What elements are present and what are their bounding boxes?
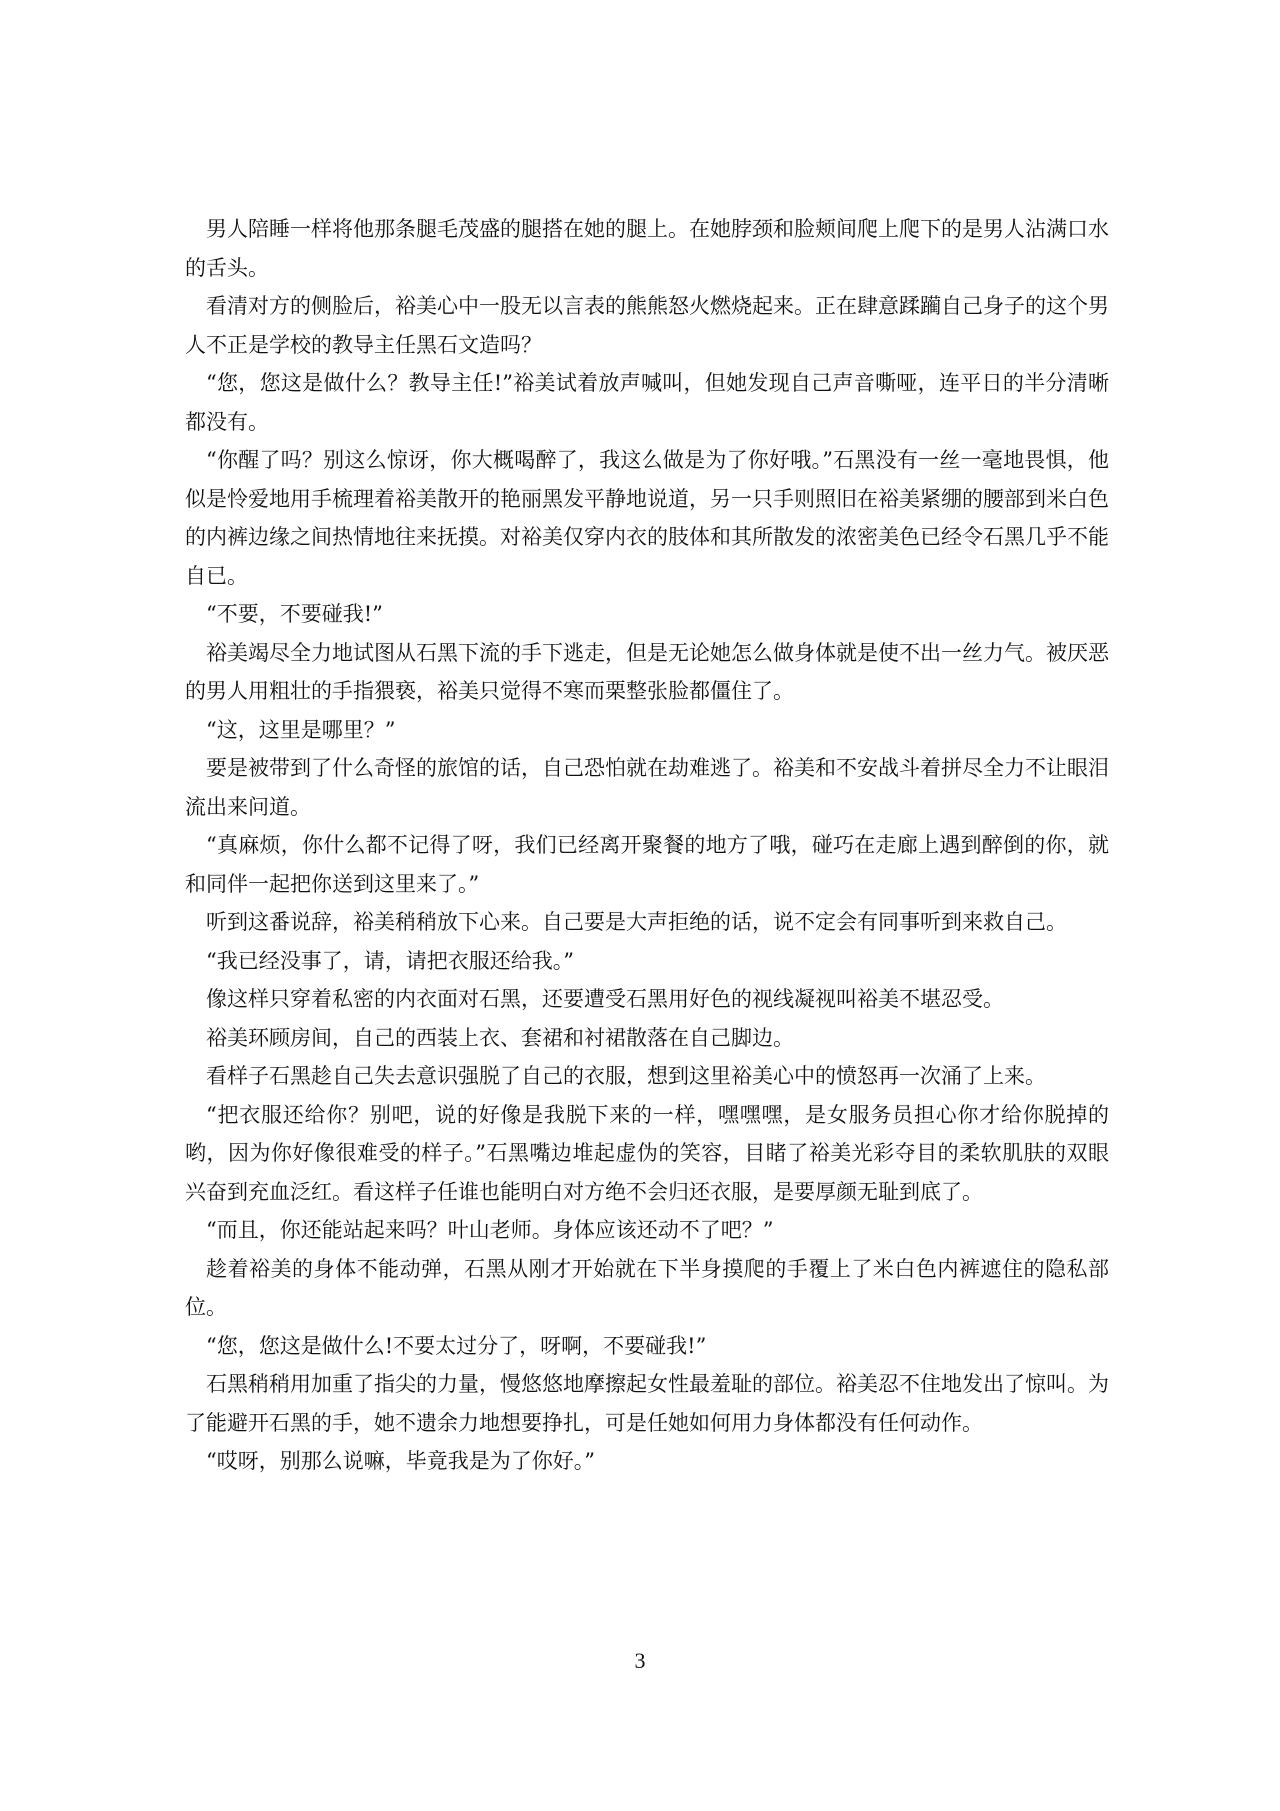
paragraph: “你醒了吗？别这么惊讶，你大概喝醉了，我这么做是为了你好哦。”石黑没有一丝一毫地畏惧，他似是怜爱地用手梳理着裕美散开的艳丽黑发平静地说道，另一只手则照旧在裕美紧绷的腰部到米白色的内裤边缘之间热情地往来抚摸。对裕美仅穿内衣的肢体和其所散发的浓密美色已经令石黑几乎不能自已。 <box>185 448 1109 588</box>
paragraph: 裕美环顾房间，自己的西装上衣、套裙和衬裙散落在自己脚边。 <box>206 1025 794 1050</box>
paragraph: “您，您这是做什么？教导主任!”裕美试着放声喊叫，但她发现自己声音嘶哑，连平日的半分清晰都没有。 <box>185 371 1109 434</box>
paragraph: 听到这番说辞，裕美稍稍放下心来。自己要是大声拒绝的话，说不定会有同事听到来救自己。 <box>206 910 1067 934</box>
paragraph: “您，您这是做什么!不要太过分了，呀啊，不要碰我!” <box>206 1333 707 1358</box>
paragraph: 男人陪睡一样将他那条腿毛茂盛的腿搭在她的腿上。在她脖颈和脸颊间爬上爬下的是男人沾满口水的舌头。 <box>185 217 1109 280</box>
paragraph: 石黑稍稍用加重了指尖的力量，慢悠悠地摩擦起女性最羞耻的部位。裕美忍不住地发出了惊叫。为了能避开石黑的手，她不遗余力地想要挣扎，可是任她如何用力身体都没有任何动作。 <box>185 1372 1109 1435</box>
page-number: 3 <box>634 1648 646 1673</box>
paragraph: 裕美竭尽全力地试图从石黑下流的手下逃走，但是无论她怎么做身体就是使不出一丝力气。被厌恶的男人用粗壮的手指猥亵，裕美只觉得不寒而栗整张脸都僵住了。 <box>185 640 1109 703</box>
paragraph: “不要，不要碰我!” <box>206 602 383 626</box>
paragraph: 看样子石黑趁自己失去意识强脱了自己的衣服，想到这里裕美心中的愤怒再一次涌了上来。 <box>206 1064 1046 1088</box>
body-text <box>185 210 1109 1481</box>
paragraph: “哎呀，别那么说嘛，毕竟我是为了你好。” <box>206 1449 595 1473</box>
paragraph: “把衣服还给你？别吧，说的好像是我脱下来的一样，嘿嘿嘿，是女服务员担心你才给你脱掉的哟，因为你好像很难受的样子。”石黑嘴边堆起虚伪的笑容，目睹了裕美光彩夺目的柔软肌肤的双眼兴奋到充血泛红。看这样子任谁也能明白对方绝不会归还衣服，是要厚颜无耻到底了。 <box>185 1102 1109 1204</box>
paragraph: “而且，你还能站起来吗？叶山老师。身体应该还动不了吧？” <box>206 1218 774 1242</box>
paragraph: “我已经没事了，请，请把衣服还给我。” <box>206 948 574 973</box>
paragraph: 看清对方的侧脸后，裕美心中一股无以言表的熊熊怒火燃烧起来。正在肆意蹂躏自己身子的这个男人不正是学校的教导主任黑石文造吗？ <box>185 294 1109 357</box>
paragraph: 像这样只穿着私密的内衣面对石黑，还要遭受石黑用好色的视线凝视叫裕美不堪忍受。 <box>206 987 1004 1011</box>
paragraph: 趁着裕美的身体不能动弹，石黑从刚才开始就在下半身摸爬的手覆上了米白色内裤遮住的隐私部位。 <box>185 1256 1109 1319</box>
paragraph: “这，这里是哪里？” <box>206 717 396 742</box>
paragraph: 要是被带到了什么奇怪的旅馆的话，自己恐怕就在劫难逃了。裕美和不安战斗着拼尽全力不让眼泪流出来问道。 <box>185 756 1109 819</box>
paragraph: “真麻烦，你什么都不记得了呀，我们已经离开聚餐的地方了哦，碰巧在走廊上遇到醉倒的你，就和同伴一起把你送到这里来了。” <box>185 833 1109 896</box>
